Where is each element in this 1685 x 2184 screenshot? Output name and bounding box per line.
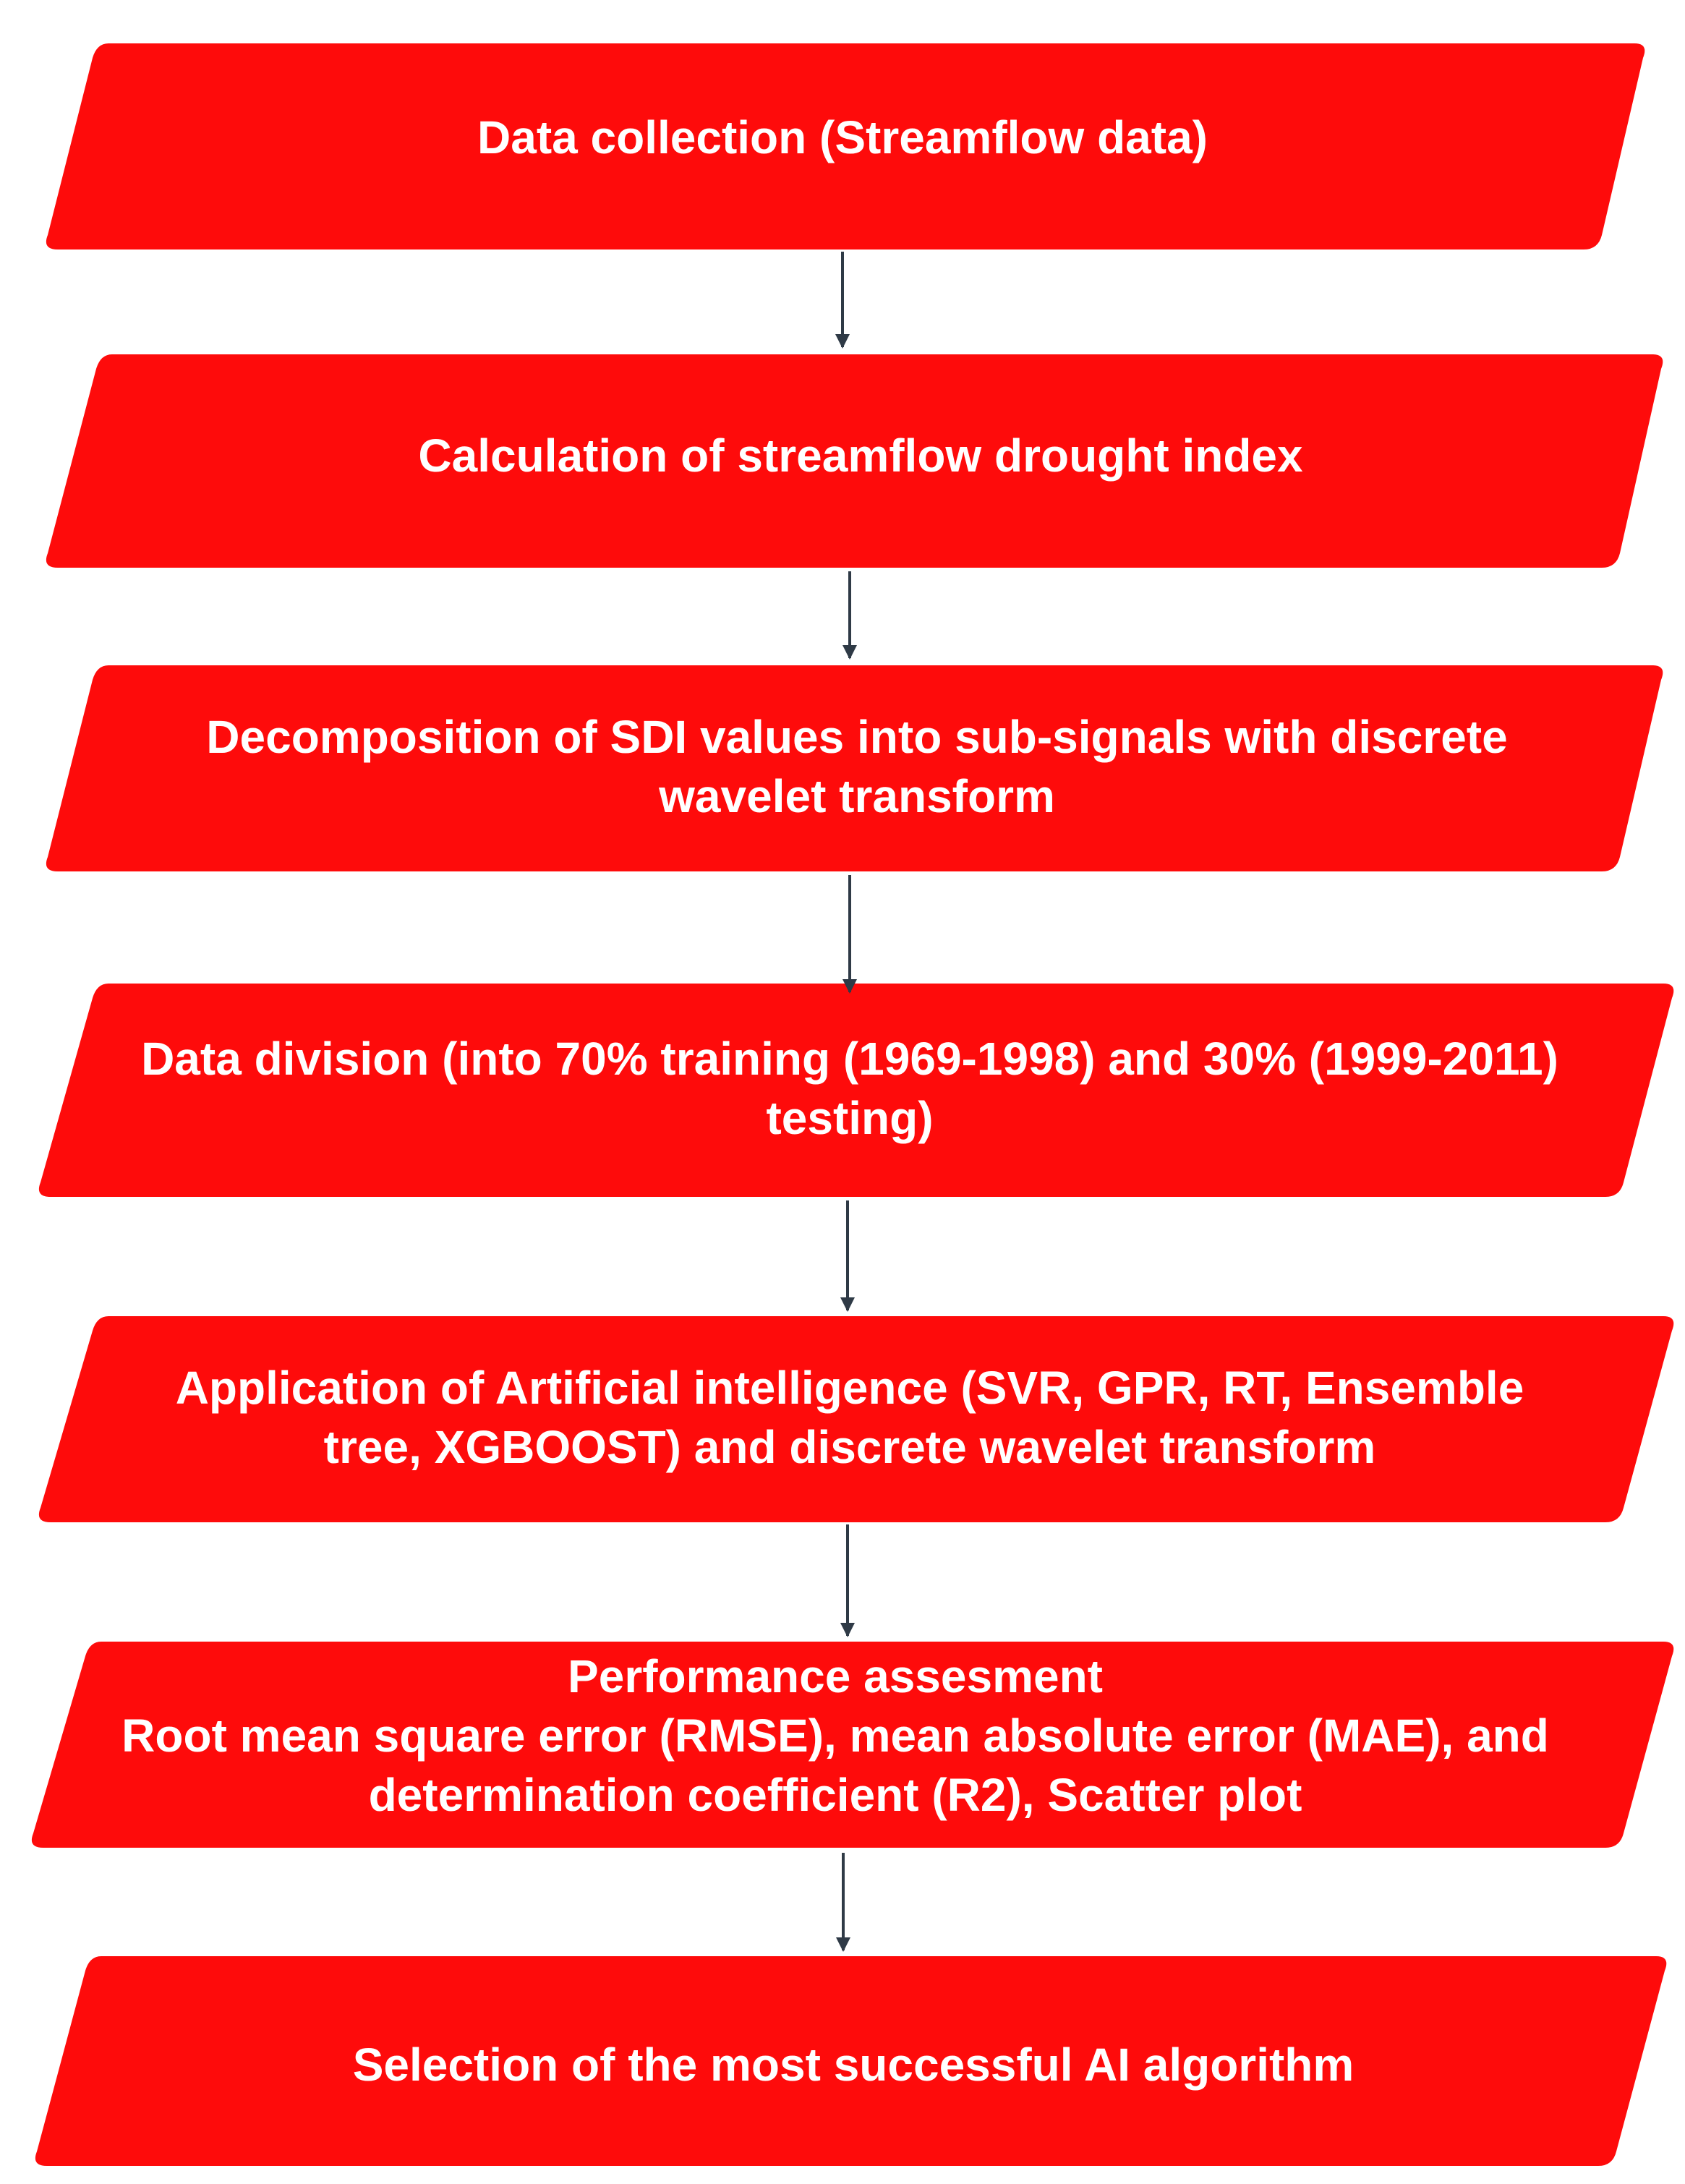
- step-7-label: [108, 1992, 1598, 2137]
- step-7-line-1: Selection of the most successful AI algorithm: [352, 2039, 1355, 2091]
- step-3-line-2: wavelet transform: [659, 770, 1055, 822]
- step-1-label: [145, 65, 1540, 210]
- step-4-line-2: testing): [766, 1092, 934, 1144]
- step-5-line-1: Application of Artificial intelligence (SVR, GPR, RT, Ensemble: [175, 1362, 1524, 1414]
- step-6-line-1: Performance assesment: [568, 1650, 1103, 1702]
- step-4-label: [94, 1002, 1605, 1175]
- step-2-label: [145, 383, 1577, 528]
- step-3-line-1: Decomposition of SDI values into sub-signals with discrete: [206, 711, 1508, 763]
- step-4-line-1: Data division (into 70% training (1969-1998) and 30% (1999-2011): [141, 1033, 1558, 1085]
- step-2-line-1: Calculation of streamflow drought index: [418, 430, 1303, 482]
- step-3-label: [116, 694, 1598, 839]
- step-6-label: [51, 1649, 1620, 1822]
- step-1-line-1: Data collection (Streamflow data): [477, 111, 1208, 163]
- step-6-line-2: Root mean square error (RMSE), mean absolute error (MAE), and: [121, 1710, 1549, 1762]
- step-6-line-3: determination coefficient (R2), Scatter plot: [368, 1769, 1302, 1821]
- step-5-label: [87, 1338, 1613, 1497]
- step-5-line-2: tree, XGBOOST) and discrete wavelet transform: [323, 1421, 1376, 1473]
